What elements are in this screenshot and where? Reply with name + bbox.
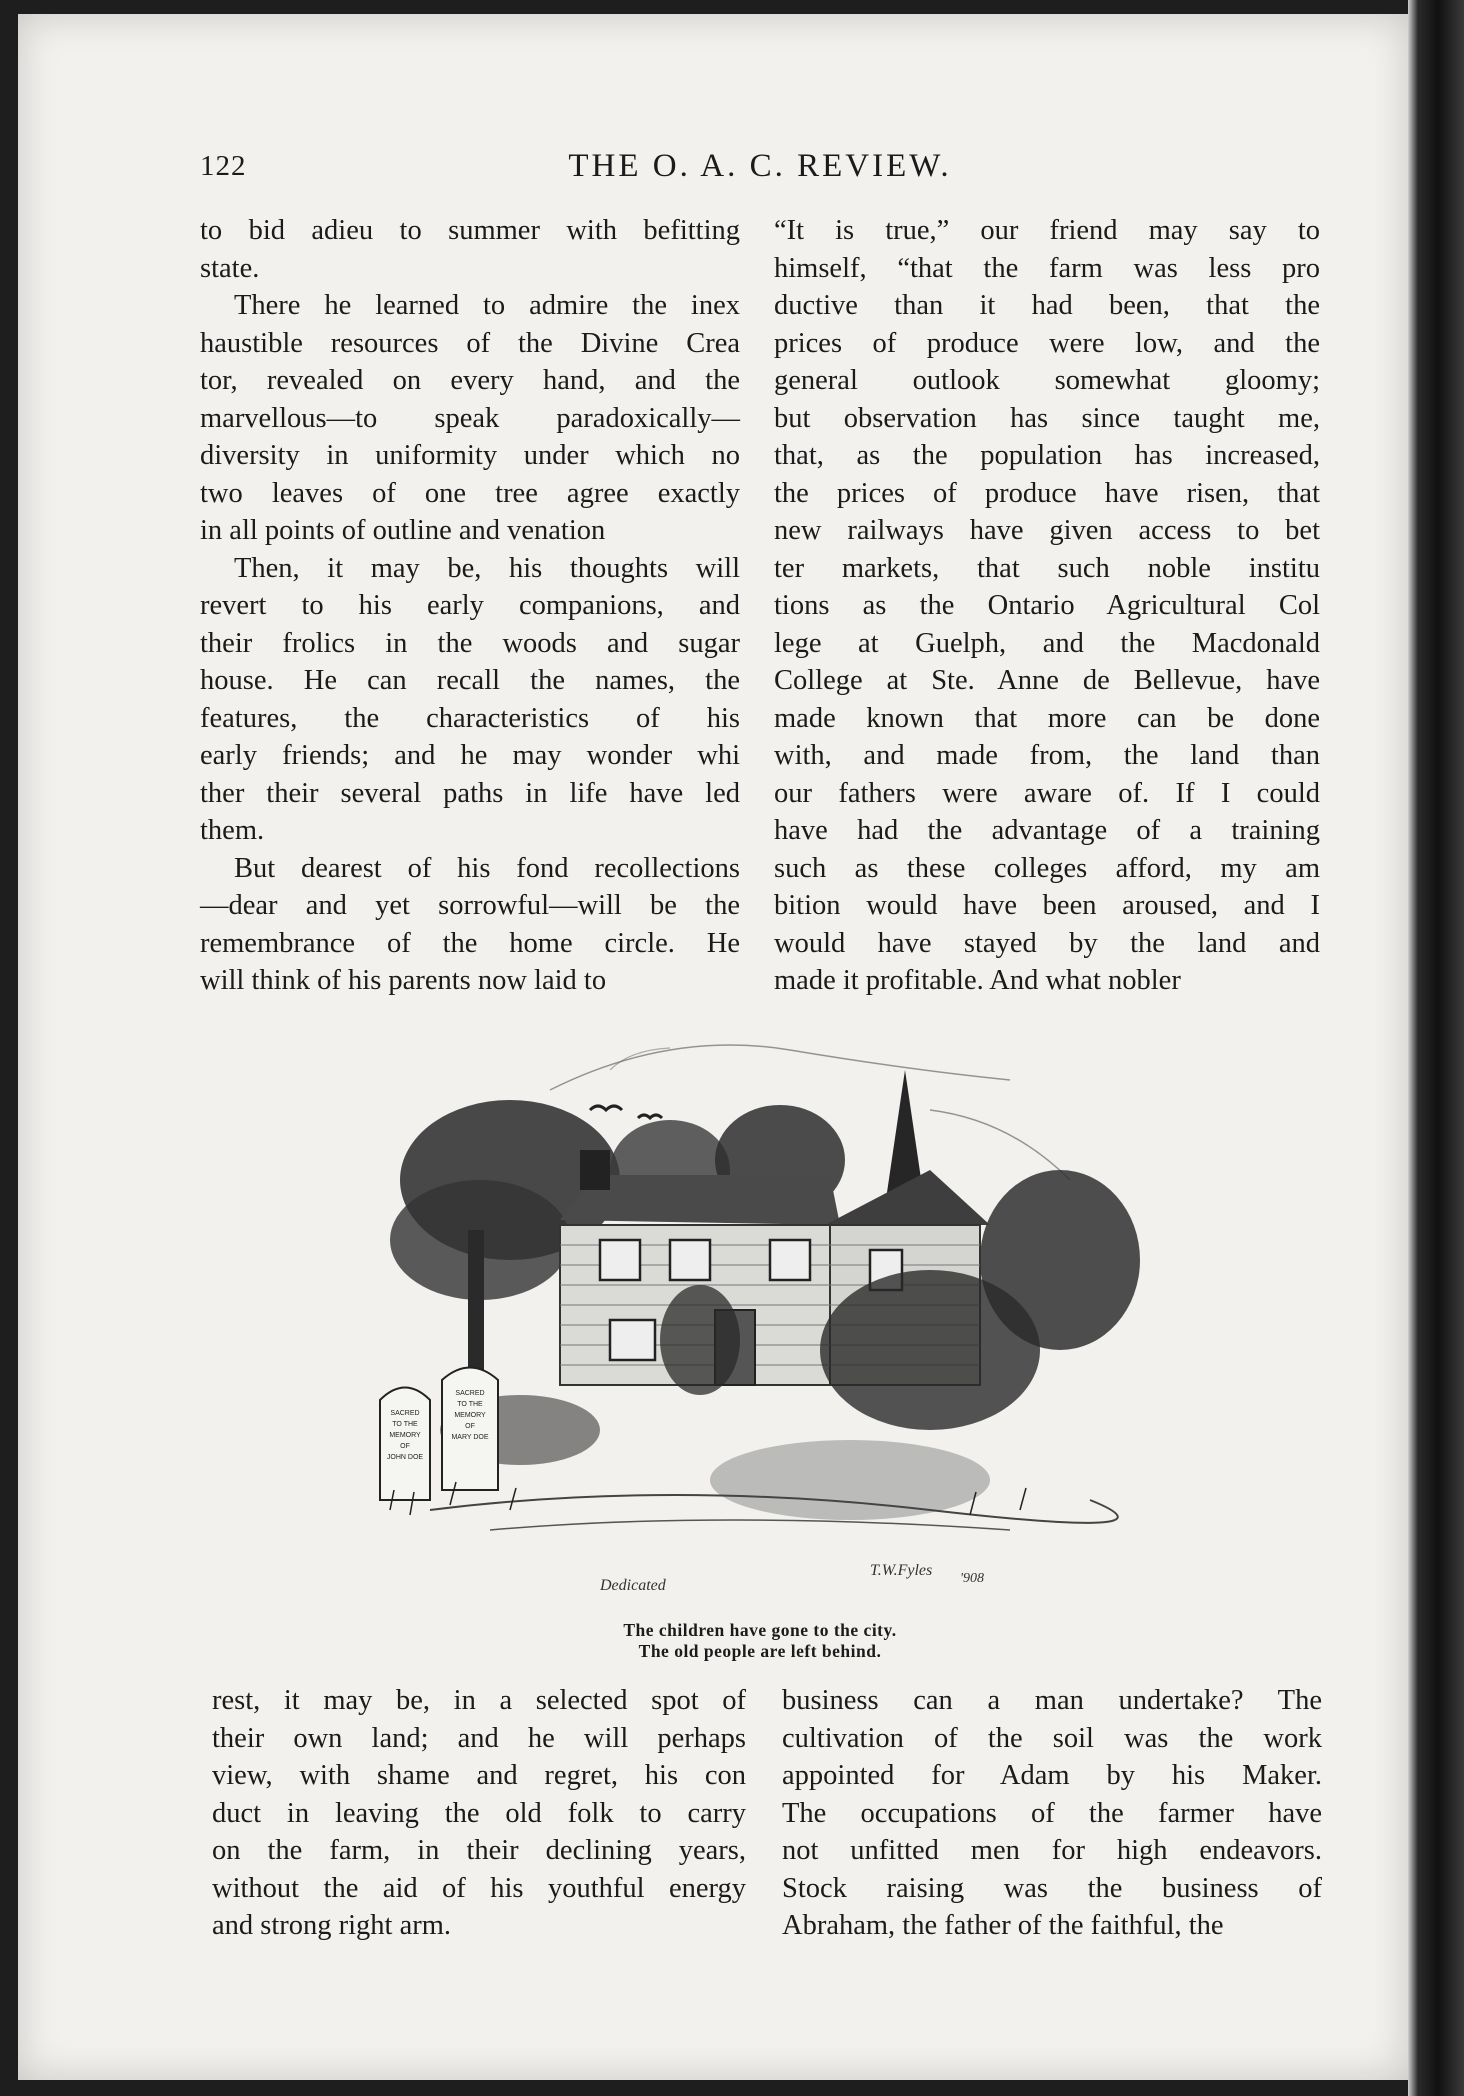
headstone-right-line-4: OF (465, 1423, 475, 1430)
paragraph (200, 850, 740, 1000)
illustration-farmhouse (370, 1010, 1140, 1610)
text-line: ter markets, that such noble institu (774, 552, 1320, 584)
running-title: THE O. A. C. REVIEW. (568, 148, 952, 184)
text-line: with, and made from, the land than (774, 740, 1320, 771)
text-line: business can a man undertake? The (782, 1685, 1322, 1716)
headstone-right-line-2: TO THE (457, 1401, 483, 1408)
headstone-left-line-3: MEMORY (389, 1432, 421, 1439)
text-line: state. (200, 252, 260, 284)
text-line: himself, “that the farm was less pro (774, 252, 1320, 284)
text-line: College at Ste. Anne de Bellevue, have (774, 665, 1320, 696)
text-line: such as these colleges afford, my am (774, 852, 1320, 884)
page-number: 122 (200, 150, 247, 182)
text-line: features, the characteristics of his (200, 702, 740, 734)
caption-line-2: The old people are left behind. (638, 1641, 882, 1661)
text-line: cultivation of the soil was the work (782, 1722, 1322, 1754)
text-line: But dearest of his fond recollections (234, 852, 740, 884)
text-line: but observation has since taught me, (774, 402, 1320, 434)
text-line: our fathers were aware of. If I could (774, 777, 1320, 809)
text-line: ductive than it had been, that the (774, 290, 1320, 321)
text-line: would have stayed by the land and (774, 927, 1320, 959)
text-line: “It is true,” our friend may say to (774, 215, 1320, 246)
farmhouse-drawing (370, 1010, 1140, 1610)
text-line: early friends; and he may wonder whi (200, 740, 740, 771)
paragraph (774, 212, 1320, 1000)
paragraph (782, 1682, 1322, 1945)
artist-signature: T.W.Fyles (870, 1562, 933, 1579)
text-line: on the farm, in their declining years, (212, 1835, 746, 1866)
text-line: —dear and yet sorrowful—will be the (200, 890, 740, 921)
text-line: made it profitable. And what nobler (774, 965, 1181, 996)
text-line: marvellous—to speak paradoxically— (200, 402, 740, 434)
paragraph (212, 1682, 746, 1945)
text-line: two leaves of one tree agree exactly (200, 477, 740, 509)
text-line: have had the advantage of a training (774, 815, 1320, 846)
column-top-right (774, 212, 1320, 1000)
column-bottom-left (212, 1682, 746, 1945)
column-top-left (200, 212, 740, 1000)
text-line: appointed for Adam by his Maker. (782, 1760, 1322, 1791)
text-line: to bid adieu to summer with befitting (200, 215, 740, 246)
headstone-left-line-2: TO THE (392, 1421, 418, 1428)
headstone-right-line-5: MARY DOE (451, 1434, 489, 1441)
text-line: view, with shame and regret, his con (212, 1760, 746, 1791)
paragraph (200, 212, 740, 287)
text-line: new railways have given access to bet (774, 515, 1320, 546)
artist-signature-year: '908 (960, 1571, 984, 1586)
headstone-right-line-3: MEMORY (454, 1412, 486, 1419)
text-line: made known that more can be done (774, 702, 1320, 734)
text-line: their frolics in the woods and sugar (200, 627, 740, 659)
text-line: The occupations of the farmer have (782, 1797, 1322, 1829)
column-bottom-right (782, 1682, 1322, 1945)
text-line: Stock raising was the business of (782, 1872, 1322, 1904)
text-line: the prices of produce have risen, that (774, 477, 1320, 509)
page-header (200, 150, 1320, 190)
text-line: in all points of outline and venation (200, 515, 606, 546)
artist-inscription: Dedicated (600, 1577, 666, 1594)
text-line: not unfitted men for high endeavors. (782, 1835, 1322, 1866)
text-line: duct in leaving the old folk to carry (212, 1797, 746, 1829)
text-line: them. (200, 815, 265, 846)
text-line: diversity in uniformity under which no (200, 440, 740, 471)
text-line: and strong right arm. (212, 1910, 452, 1941)
text-line: bition would have been aroused, and I (774, 890, 1320, 921)
text-line: general outlook somewhat gloomy; (774, 365, 1320, 396)
text-line: There he learned to admire the inex (234, 290, 740, 321)
text-line: haustible resources of the Divine Crea (200, 327, 740, 359)
text-line: rest, it may be, in a selected spot of (212, 1685, 746, 1716)
text-line: their own land; and he will perhaps (212, 1722, 746, 1754)
text-line: revert to his early companions, and (200, 590, 740, 621)
text-line: Then, it may be, his thoughts will (234, 552, 740, 584)
text-line: without the aid of his youthful energy (212, 1872, 746, 1904)
text-line: remembrance of the home circle. He (200, 927, 740, 959)
figure-caption (430, 1620, 1090, 1662)
text-line: ther their several paths in life have led (200, 777, 740, 809)
binding-edge (1408, 0, 1464, 2096)
text-line: prices of produce were low, and the (774, 327, 1320, 359)
caption-line-1: The children have gone to the city. (623, 1620, 897, 1640)
headstone-left-line-4: OF (400, 1443, 410, 1450)
headstone-left-line-1: SACRED (390, 1410, 420, 1417)
text-line: tor, revealed on every hand, and the (200, 365, 740, 396)
text-line: tions as the Ontario Agricultural Col (774, 590, 1320, 621)
text-line: will think of his parents now laid to (200, 965, 607, 996)
paragraph (200, 287, 740, 550)
text-line: that, as the population has increased, (774, 440, 1320, 471)
paragraph (200, 550, 740, 850)
text-line: house. He can recall the names, the (200, 665, 740, 696)
text-line: Abraham, the father of the faithful, the (782, 1910, 1224, 1941)
headstone-right-line-1: SACRED (455, 1390, 485, 1397)
headstone-left-line-5: JOHN DOE (386, 1454, 424, 1461)
text-line: lege at Guelph, and the Macdonald (774, 627, 1320, 659)
